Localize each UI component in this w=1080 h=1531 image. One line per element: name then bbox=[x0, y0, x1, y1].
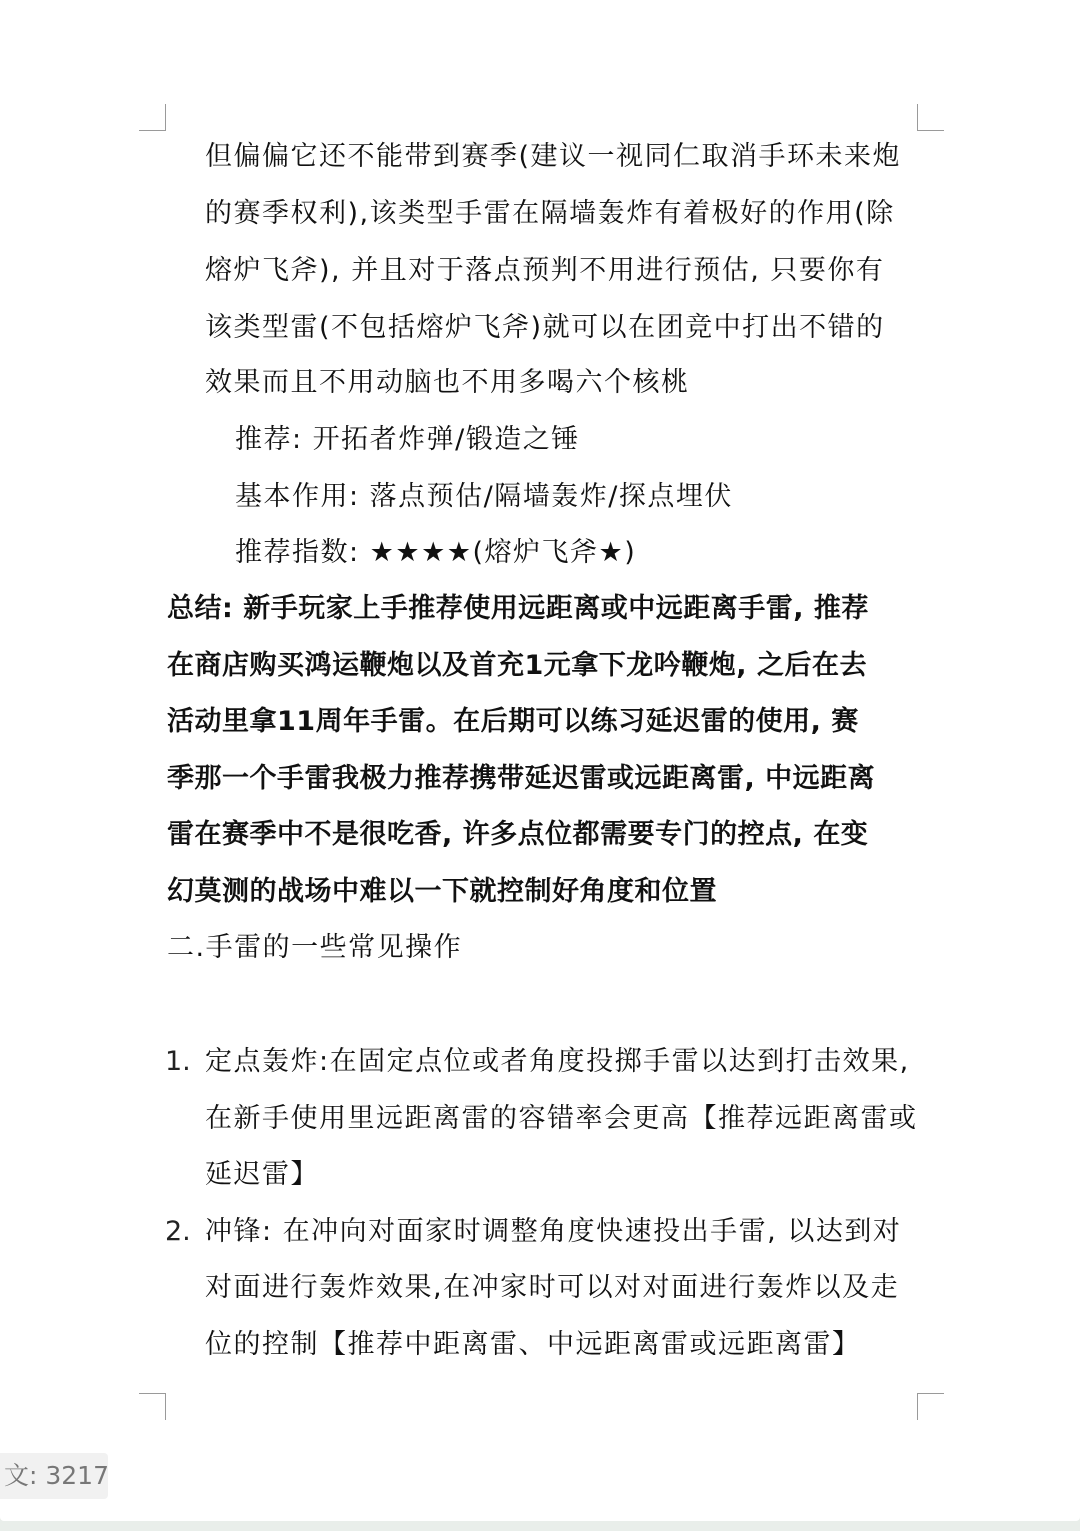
paragraph-line: 效果而且不用动脑也不用多喝六个核桃 bbox=[205, 367, 690, 398]
summary-line: 在商店购买鸿运鞭炮以及首充1元拿下龙吟鞭炮, 之后在去 bbox=[167, 650, 867, 681]
margin-corner-top-left bbox=[139, 104, 166, 131]
section-heading: 二.手雷的一些常见操作 bbox=[167, 932, 463, 963]
word-count-badge[interactable]: 文: 3217 bbox=[0, 1453, 108, 1499]
margin-corner-bottom-right bbox=[917, 1393, 944, 1420]
list-item-line: 延迟雷】 bbox=[205, 1159, 319, 1190]
list-item-line: 定点轰炸:在固定点位或者角度投掷手雷以达到打击效果, bbox=[205, 1046, 910, 1077]
rating-line: 推荐指数: ★★★★(熔炉飞斧★) bbox=[235, 537, 637, 568]
paragraph-line: 的赛季权利),该类型手雷在隔墙轰炸有着极好的作用(除 bbox=[205, 198, 895, 229]
margin-corner-top-right bbox=[917, 104, 944, 131]
list-number: 2. bbox=[165, 1216, 191, 1247]
summary-line: 总结: 新手玩家上手推荐使用远距离或中远距离手雷, 推荐 bbox=[167, 593, 869, 624]
basic-use-line: 基本作用: 落点预估/隔墙轰炸/探点埋伏 bbox=[235, 481, 733, 512]
paragraph-line: 熔炉飞斧), 并且对于落点预判不用进行预估, 只要你有 bbox=[205, 255, 885, 286]
list-item-line: 在新手使用里远距离雷的容错率会更高【推荐远距离雷或 bbox=[205, 1103, 918, 1134]
paragraph-line: 该类型雷(不包括熔炉飞斧)就可以在团竞中打出不错的 bbox=[205, 312, 885, 343]
summary-line: 雷在赛季中不是很吃香, 许多点位都需要专门的控点, 在变 bbox=[167, 819, 869, 850]
summary-line: 季那一个手雷我极力推荐携带延迟雷或远距离雷, 中远距离 bbox=[167, 763, 876, 794]
recommend-line: 推荐: 开拓者炸弹/锻造之锤 bbox=[235, 424, 580, 455]
list-number: 1. bbox=[165, 1046, 191, 1077]
margin-corner-bottom-left bbox=[139, 1393, 166, 1420]
summary-line: 幻莫测的战场中难以一下就控制好角度和位置 bbox=[167, 876, 717, 907]
summary-line: 活动里拿11周年手雷。在后期可以练习延迟雷的使用, 赛 bbox=[167, 706, 859, 737]
list-item-line: 位的控制【推荐中距离雷、中远距离雷或远距离雷】 bbox=[205, 1329, 861, 1360]
list-item-line: 对面进行轰炸效果,在冲家时可以对对面进行轰炸以及走 bbox=[205, 1272, 900, 1303]
list-item-line: 冲锋: 在冲向对面家时调整角度快速投出手雷, 以达到对 bbox=[205, 1216, 902, 1247]
paragraph-line: 但偏偏它还不能带到赛季(建议一视同仁取消手环未来炮 bbox=[205, 141, 902, 172]
